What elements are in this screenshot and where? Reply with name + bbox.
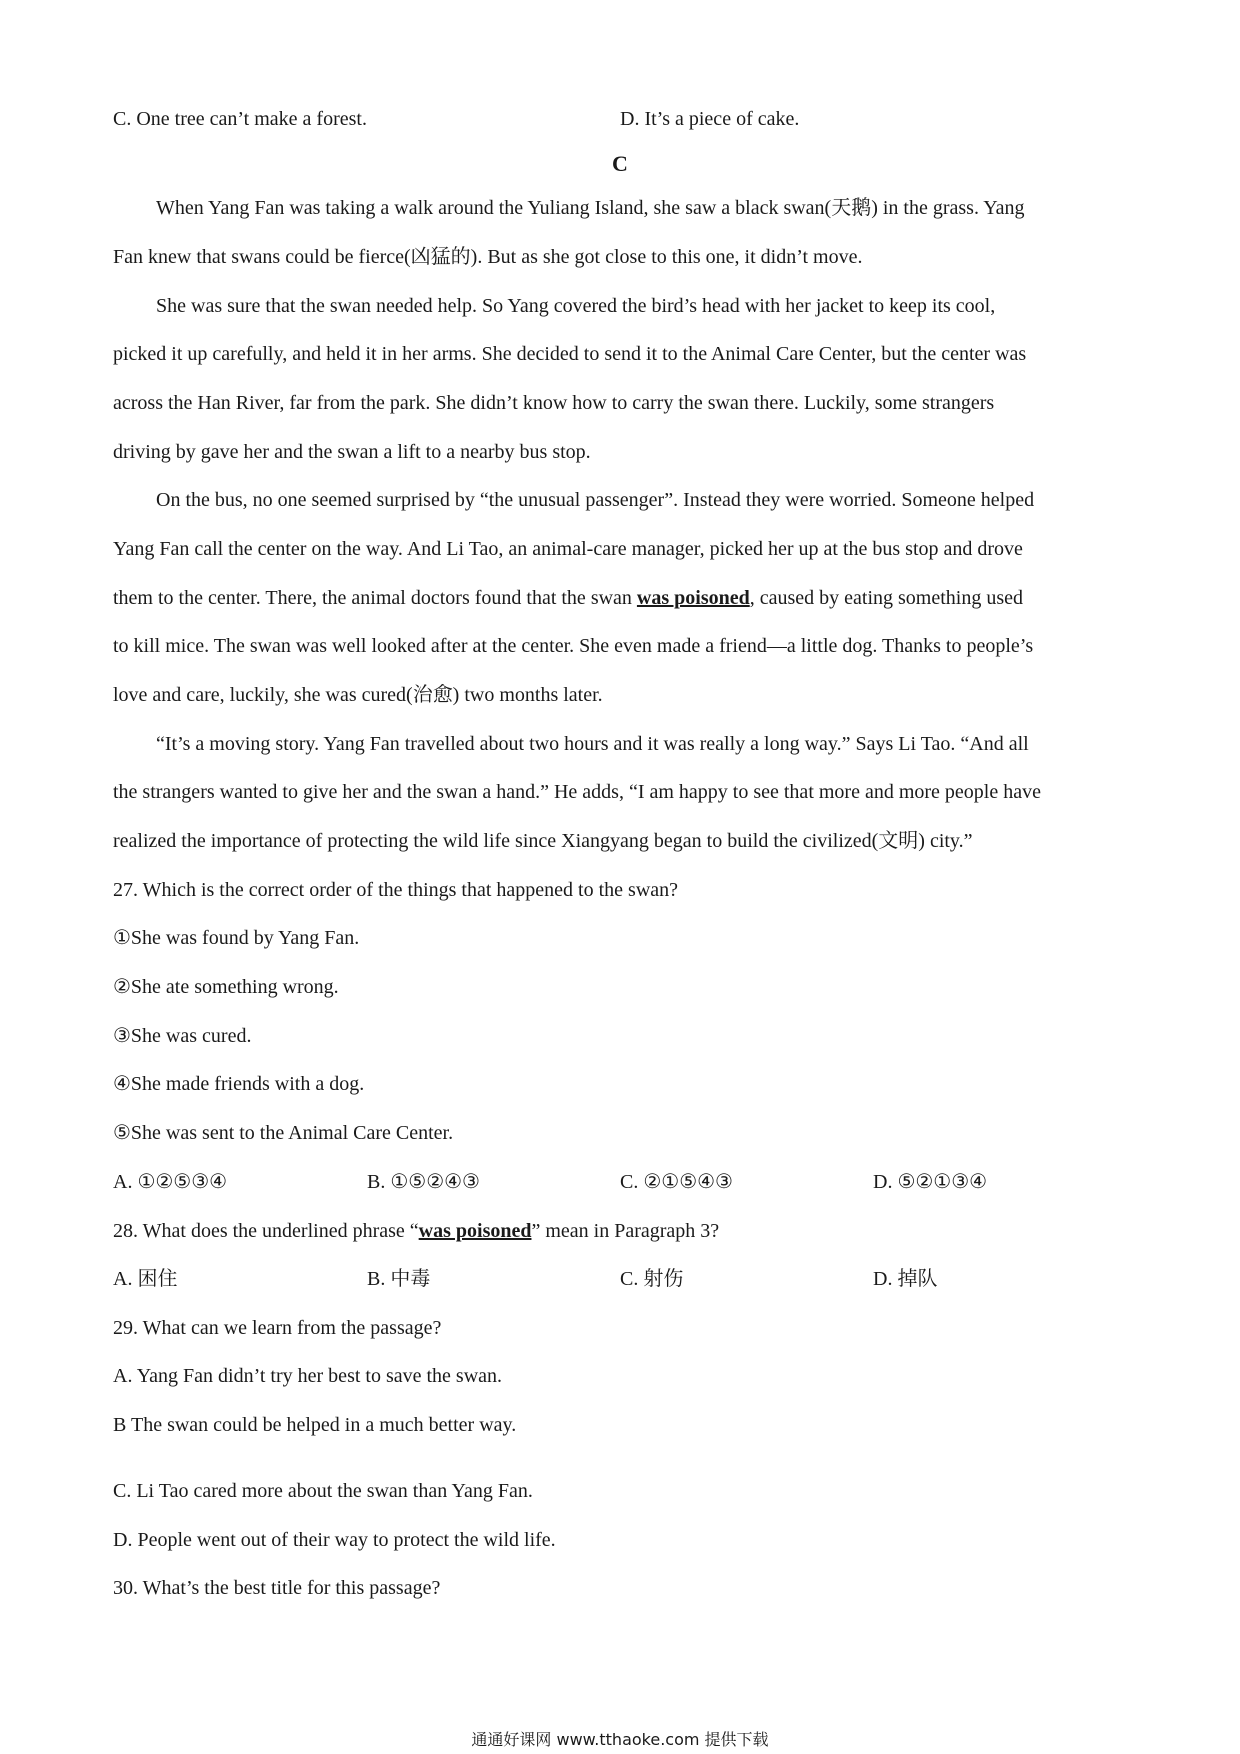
paragraph-3-line: love and care, luckily, she was cured(治愈) two months later. <box>113 684 603 706</box>
underlined-phrase: was poisoned <box>418 1220 532 1242</box>
question-28-option-d: D. 掉队 <box>873 1268 938 1290</box>
paragraph-4-line: the strangers wanted to give her and the swan a hand.” He adds, “I am happy to see that more and more people have <box>113 781 1041 803</box>
question-30-stem: 30. What’s the best title for this passage? <box>113 1577 441 1599</box>
question-28-option-a: A. 困住 <box>113 1268 178 1290</box>
question-27-option-c: C. ②①⑤④③ <box>620 1171 733 1193</box>
paragraph-3-line: On the bus, no one seemed surprised by “the unusual passenger”. Instead they were worried. Someone helped <box>156 489 1035 511</box>
underlined-phrase: was poisoned <box>636 587 750 609</box>
question-29-option-a: A. Yang Fan didn’t try her best to save the swan. <box>113 1365 503 1387</box>
question-27-event: ②She ate something wrong. <box>113 976 339 998</box>
prev-option-d: D. It’s a piece of cake. <box>620 108 800 130</box>
section-title: C <box>612 151 628 176</box>
paragraph-2-line: picked it up carefully, and held it in her arms. She decided to send it to the Animal Care Center, but the center was <box>113 343 1027 365</box>
question-27-option-d: D. ⑤②①③④ <box>873 1171 988 1193</box>
paragraph-3-line: Yang Fan call the center on the way. And Li Tao, an animal-care manager, picked her up at the bus stop and drove <box>113 538 1023 560</box>
question-27-stem: 27. Which is the correct order of the things that happened to the swan? <box>113 879 679 901</box>
question-27-option-b: B. ①⑤②④③ <box>367 1171 480 1193</box>
paragraph-3-line: to kill mice. The swan was well looked after at the center. She even made a friend—a little dog. Thanks to people’s <box>113 635 1034 657</box>
question-29-option-c: C. Li Tao cared more about the swan than Yang Fan. <box>113 1480 533 1502</box>
question-28-option-b: B. 中毒 <box>367 1268 431 1290</box>
question-27-option-a: A. ①②⑤③④ <box>113 1171 228 1193</box>
paragraph-2-line: driving by gave her and the swan a lift to a nearby bus stop. <box>113 441 591 463</box>
question-28-option-c: C. 射伤 <box>620 1268 684 1290</box>
question-29-option-d: D. People went out of their way to protect the wild life. <box>113 1529 556 1551</box>
question-27-event: ③She was cured. <box>113 1025 252 1047</box>
paragraph-3-text: them to the center. There, the animal doctors found that the swan <box>113 587 637 609</box>
question-28-stem <box>113 1219 719 1243</box>
page-footer: 通通好课网 www.tthaoke.com 提供下载 <box>471 1730 769 1749</box>
question-27-event: ①She was found by Yang Fan. <box>113 927 360 949</box>
question-28-text: ” mean in Paragraph 3? <box>531 1220 720 1242</box>
question-27-event: ⑤She was sent to the Animal Care Center. <box>113 1122 454 1144</box>
paragraph-3-line <box>113 586 1023 610</box>
question-29-option-b: B The swan could be helped in a much better way. <box>113 1414 517 1436</box>
paragraph-4-line: “It’s a moving story. Yang Fan travelled about two hours and it was really a long way.” Says Li Tao. “And all <box>156 733 1029 755</box>
question-27-event: ④She made friends with a dog. <box>113 1073 365 1095</box>
question-29-stem: 29. What can we learn from the passage? <box>113 1317 442 1339</box>
question-28-text: 28. What does the underlined phrase “ <box>113 1220 419 1242</box>
paragraph-4-line: realized the importance of protecting the wild life since Xiangyang began to build the civilized(文明) city.” <box>113 830 973 852</box>
paragraph-3-text: , caused by eating something used <box>749 587 1024 609</box>
paragraph-2-line: across the Han River, far from the park. She didn’t know how to carry the swan there. Luckily, some strangers <box>113 392 995 414</box>
paragraph-2-line: She was sure that the swan needed help. So Yang covered the bird’s head with her jacket to keep its cool, <box>156 295 996 317</box>
paragraph-1-line: When Yang Fan was taking a walk around the Yuliang Island, she saw a black swan(天鹅) in the grass. Yang <box>156 197 1025 219</box>
paragraph-1-line: Fan knew that swans could be fierce(凶猛的). But as she got close to this one, it didn’t move. <box>113 246 863 268</box>
prev-option-c: C. One tree can’t make a forest. <box>113 108 367 130</box>
